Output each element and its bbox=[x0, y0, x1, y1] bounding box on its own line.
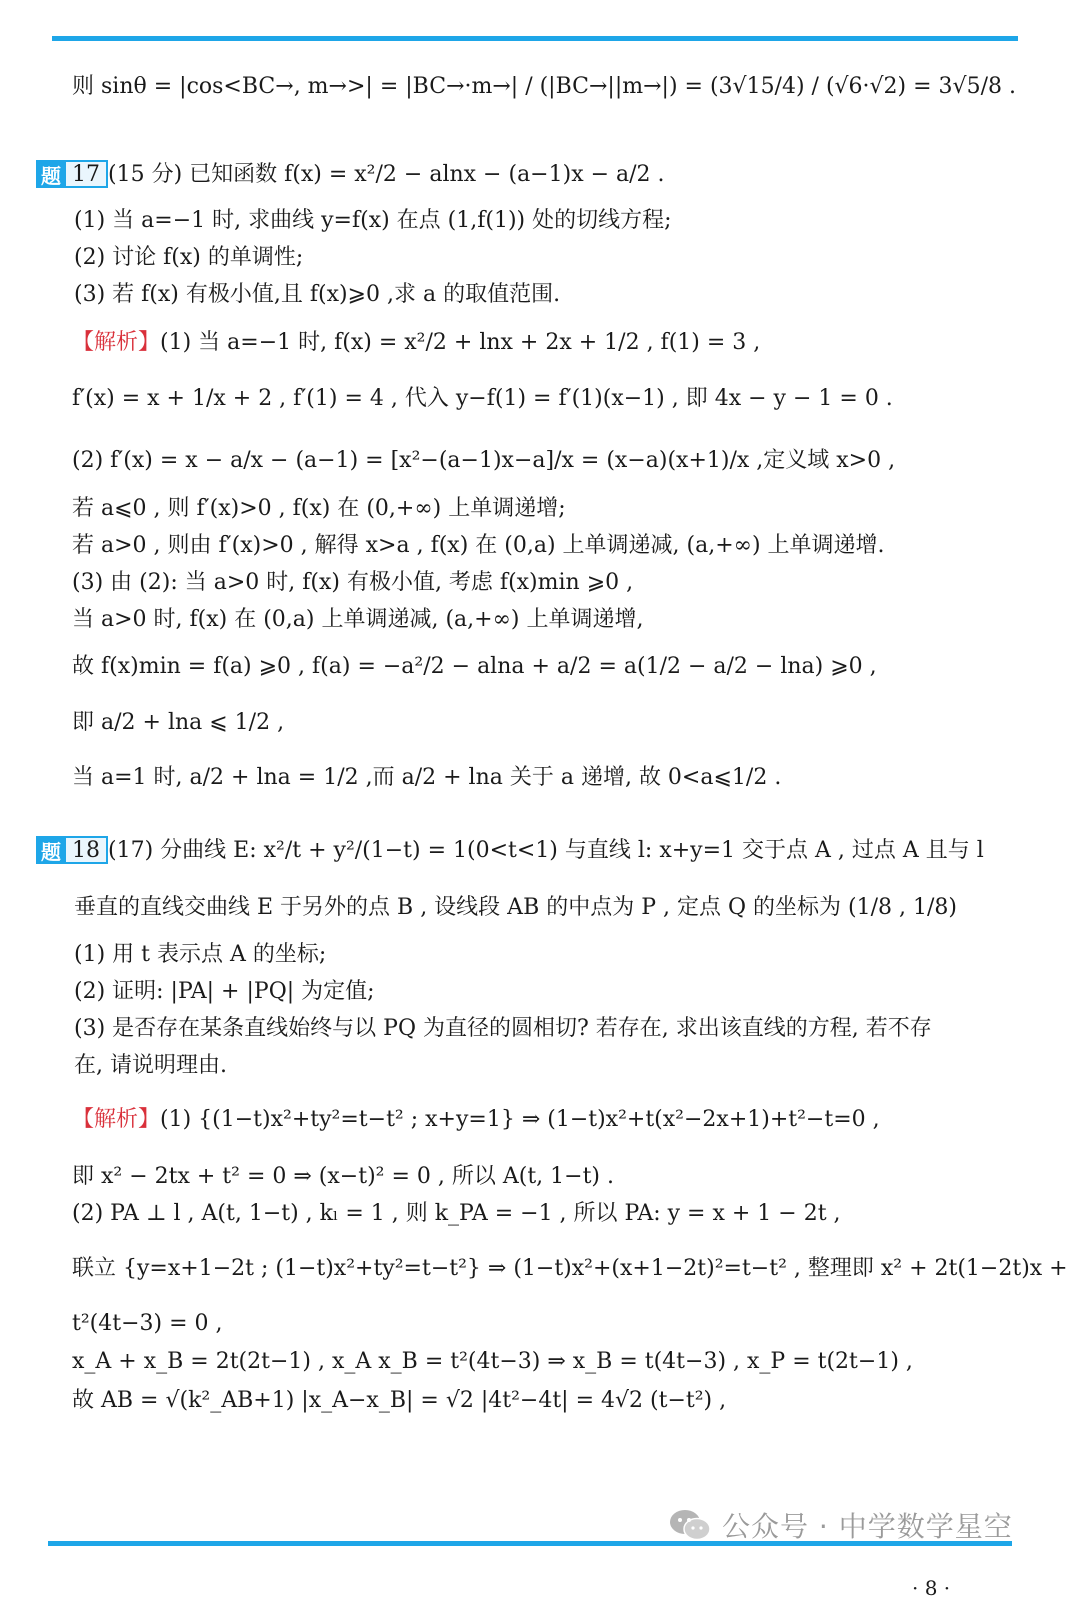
text-line: 当 a=1 时, a/2 + lna = 1/2 ,而 a/2 + lna 关于 a 递增, 故 0<a⩽1/2 . bbox=[72, 765, 782, 790]
solution-text: (1) 当 a=−1 时, f(x) = x²/2 + lnx + 2x + 1/2 , f(1) = 3 , bbox=[160, 330, 761, 355]
text-line: t²(4t−3) = 0 , bbox=[72, 1311, 223, 1336]
text-line: 垂直的直线交曲线 E 于另外的点 B , 设线段 AB 的中点为 P , 定点 Q 的坐标为 (1/8 , 1/8) bbox=[74, 895, 957, 920]
solution-text: (1) {(1−t)x²+ty²=t−t² ; x+y=1} ⇒ (1−t)x²+t(x²−2x+1)+t²−t=0 , bbox=[160, 1107, 880, 1132]
solution-line bbox=[72, 1105, 1022, 1135]
text-line: f′(x) = x + 1/x + 2 , f′(1) = 4 , 代入 y−f(1) = f′(1)(x−1) , 即 4x − y − 1 = 0 . bbox=[72, 386, 893, 411]
text-line: (2) 讨论 f(x) 的单调性; bbox=[74, 245, 304, 270]
question-17-heading: (15 分) 已知函数 f(x) = x²/2 − alnx − (a−1)x − a/2 . bbox=[108, 162, 665, 187]
question-18-heading: (17) 分曲线 E: x²/t + y²/(1−t) = 1(0<t<1) 与直线 l: x+y=1 交于点 A , 过点 A 且与 l bbox=[108, 838, 984, 863]
question-18-tag bbox=[36, 836, 108, 864]
text-line: 在, 请说明理由. bbox=[74, 1053, 227, 1078]
question-number: 17 bbox=[66, 160, 108, 188]
question-number: 18 bbox=[66, 836, 108, 864]
text-line: 若 a>0 , 则由 f′(x)>0 , 解得 x>a , f(x) 在 (0,a) 上单调递减, (a,+∞) 上单调递增. bbox=[72, 533, 885, 558]
text-line: 即 a/2 + lna ⩽ 1/2 , bbox=[72, 710, 285, 735]
text-line: (2) 证明: |PA| + |PQ| 为定值; bbox=[74, 979, 375, 1004]
text-line: (2) f′(x) = x − a/x − (a−1) = [x²−(a−1)x−a]/x = (x−a)(x+1)/x ,定义域 x>0 , bbox=[72, 448, 896, 473]
watermark bbox=[668, 1505, 1013, 1545]
question-17-tag bbox=[36, 160, 108, 188]
text-line: 故 f(x)min = f(a) ⩾0 , f(a) = −a²/2 − alna + a/2 = a(1/2 − a/2 − lna) ⩾0 , bbox=[72, 654, 877, 679]
text-line: 故 AB = √(k²_AB+1) |x_A−x_B| = √2 |4t²−4t| = 4√2 (t−t²) , bbox=[72, 1388, 727, 1413]
text-line: 当 a>0 时, f(x) 在 (0,a) 上单调递减, (a,+∞) 上单调递增, bbox=[72, 607, 644, 632]
page-number: · 8 · bbox=[912, 1576, 951, 1600]
solution-line bbox=[72, 328, 1022, 358]
watermark-text: 公众号 · 中学数学星空 bbox=[722, 1510, 1013, 1543]
question-tag-label: 题 bbox=[36, 836, 66, 864]
text-line: 则 sinθ = |cos<BC→, m→>| = |BC→·m→| / (|BC→||m→|) = (3√15/4) / (√6·√2) = 3√5/8 . bbox=[72, 74, 1016, 99]
text-line: (3) 若 f(x) 有极小值,且 f(x)⩾0 ,求 a 的取值范围. bbox=[74, 282, 561, 307]
text-line: (2) PA ⊥ l , A(t, 1−t) , kₗ = 1 , 则 k_PA = −1 , 所以 PA: y = x + 1 − 2t , bbox=[72, 1201, 841, 1226]
text-line: (1) 当 a=−1 时, 求曲线 y=f(x) 在点 (1,f(1)) 处的切线方程; bbox=[74, 208, 672, 233]
wechat-icon bbox=[668, 1508, 712, 1542]
text-line: 若 a⩽0 , 则 f′(x)>0 , f(x) 在 (0,+∞) 上单调递增; bbox=[72, 496, 566, 521]
text-line: (1) 用 t 表示点 A 的坐标; bbox=[74, 942, 327, 967]
question-tag-label: 题 bbox=[36, 160, 66, 188]
text-line: 即 x² − 2tx + t² = 0 ⇒ (x−t)² = 0 , 所以 A(t, 1−t) . bbox=[72, 1164, 614, 1189]
text-line: x_A + x_B = 2t(2t−1) , x_A x_B = t²(4t−3) ⇒ x_B = t(4t−3) , x_P = t(2t−1) , bbox=[72, 1349, 913, 1374]
top-rule bbox=[52, 36, 1018, 41]
solution-tag: 【解析】 bbox=[72, 1107, 161, 1132]
text-line: (3) 是否存在某条直线始终与以 PQ 为直径的圆相切? 若存在, 求出该直线的方程, 若不存 bbox=[74, 1016, 932, 1041]
solution-tag: 【解析】 bbox=[72, 330, 161, 355]
text-line: 联立 {y=x+1−2t ; (1−t)x²+ty²=t−t²} ⇒ (1−t)x²+(x+1−2t)²=t−t² , 整理即 x² + 2t(1−2t)x + bbox=[72, 1256, 1068, 1281]
text-line: (3) 由 (2): 当 a>0 时, f(x) 有极小值, 考虑 f(x)min ⩾0 , bbox=[72, 570, 634, 595]
